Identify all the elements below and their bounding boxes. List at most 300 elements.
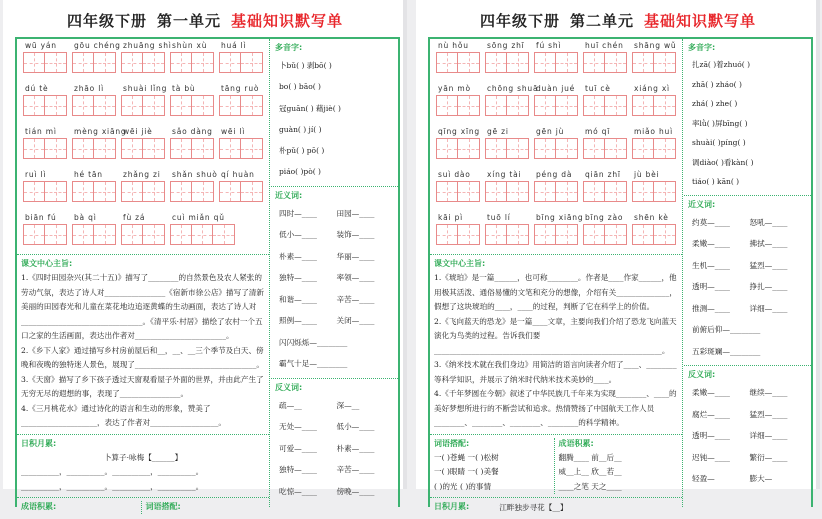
idiom-line[interactable]: 威__上__ 欣__若__: [558, 467, 622, 476]
tianzige-cell[interactable]: [654, 53, 675, 72]
collocation-line[interactable]: ( )的光 ( )的事情: [434, 481, 492, 491]
tianzige-cell[interactable]: [192, 139, 213, 158]
word-blank[interactable]: 辛苦—____: [336, 465, 375, 475]
page-title: [416, 10, 820, 31]
word-blank[interactable]: 傍晚—____: [336, 486, 375, 496]
character-box[interactable]: [170, 224, 235, 245]
tianzige-cell[interactable]: [458, 53, 479, 72]
left-column: [430, 39, 683, 512]
tianzige-cell[interactable]: [437, 182, 458, 201]
tianzige-cell[interactable]: [94, 139, 115, 158]
antonym-section: [271, 378, 398, 506]
synonym-section: [271, 186, 398, 378]
word-blank[interactable]: 推测—____: [692, 303, 730, 313]
tianzige-cell[interactable]: [94, 53, 115, 72]
pinyin-label: wū yán: [25, 41, 57, 50]
word-blank[interactable]: 和谐—____: [279, 294, 317, 304]
tianzige-cell[interactable]: [143, 225, 164, 244]
character-box[interactable]: [23, 138, 67, 159]
word-blank[interactable]: 详细—____: [749, 431, 788, 440]
pinyin-label: tuō lí: [487, 213, 511, 222]
pinyin-row: [17, 211, 269, 254]
word-blank[interactable]: 独特—____: [279, 465, 317, 475]
character-box[interactable]: [436, 224, 480, 245]
synonym-row: [688, 212, 807, 234]
word-blank[interactable]: 挣扎—____: [749, 282, 788, 291]
polyphone-line[interactable]: 率lǜ( )屏bīng( ): [692, 118, 748, 128]
tianzige-cell[interactable]: [437, 53, 458, 72]
collocation-line[interactable]: 一( )眼睛 一( )美餐: [434, 467, 499, 476]
word-blank[interactable]: 装饰—____: [336, 230, 375, 240]
word-blank[interactable]: 柔嫩—____: [692, 239, 730, 248]
poem-line-2[interactable]: __________，__________。__________，__________。: [21, 481, 204, 491]
bottom-sections: [430, 434, 682, 498]
tianzige-cell[interactable]: [458, 182, 479, 201]
tianzige-cell[interactable]: [45, 96, 66, 115]
tianzige-cell[interactable]: [45, 53, 66, 72]
tianzige-cell[interactable]: [654, 139, 675, 158]
pinyin-row: [430, 82, 682, 125]
polyphone-line[interactable]: 冠guān( ) 藉jiè( ): [279, 103, 341, 113]
tianzige-cell[interactable]: [122, 96, 143, 115]
word-blank[interactable]: 关闭—____: [336, 316, 375, 326]
synonym-wide[interactable]: 霸气十足—________: [279, 359, 348, 369]
antonym-row: [688, 468, 807, 490]
tianzige-cell[interactable]: [584, 53, 605, 72]
antonym-section: [684, 365, 811, 493]
polyphone-line[interactable]: guàn( ) jí( ): [279, 124, 322, 134]
word-blank[interactable]: 猛烈—____: [749, 409, 788, 419]
word-blank[interactable]: 可爱—____: [279, 443, 317, 453]
word-blank[interactable]: 轻盈—: [692, 474, 715, 483]
tianzige-cell[interactable]: [94, 182, 115, 201]
word-blank[interactable]: 透明—____: [692, 431, 730, 440]
pinyin-row: [430, 168, 682, 211]
tianzige-cell[interactable]: [535, 182, 556, 201]
character-box[interactable]: [72, 181, 116, 202]
word-blank[interactable]: 低小—____: [279, 230, 317, 240]
character-box[interactable]: [436, 181, 480, 202]
page-title: [3, 10, 407, 31]
word-blank[interactable]: 低小—____: [336, 422, 375, 432]
pinyin-label: suì dào: [438, 170, 471, 179]
idiom-line[interactable]: ____之笔 天之____: [558, 481, 622, 491]
tianzige-cell[interactable]: [171, 225, 192, 244]
tianzige-cell[interactable]: [507, 225, 528, 244]
tianzige-cell[interactable]: [73, 182, 94, 201]
tianzige-cell[interactable]: [220, 139, 241, 158]
character-box[interactable]: [219, 181, 263, 202]
tianzige-cell[interactable]: [192, 96, 213, 115]
tianzige-cell[interactable]: [45, 225, 66, 244]
pinyin-label: dú tè: [25, 84, 49, 93]
character-box[interactable]: [632, 181, 676, 202]
tianzige-cell[interactable]: [486, 53, 507, 72]
tianzige-cell[interactable]: [73, 96, 94, 115]
character-box[interactable]: [23, 181, 67, 202]
character-box[interactable]: [219, 138, 263, 159]
tianzige-cell[interactable]: [458, 139, 479, 158]
pinyin-label: shùn xù: [172, 41, 208, 50]
tianzige-cell[interactable]: [458, 225, 479, 244]
worksheet-page-unit-2: [416, 0, 820, 512]
synonym-row: [275, 289, 394, 311]
pinyin-label: sǎo dàng: [172, 127, 213, 136]
word-blank[interactable]: 田园—____: [336, 208, 375, 218]
tianzige-cell[interactable]: [45, 139, 66, 158]
poem-line-1[interactable]: __________，__________。__________，__________。: [21, 467, 204, 476]
character-box[interactable]: [72, 95, 116, 116]
right-column: [271, 39, 398, 507]
tianzige-cell[interactable]: [556, 182, 577, 201]
pinyin-writing-grid: [17, 39, 269, 254]
word-blank[interactable]: 猛烈—____: [749, 260, 788, 270]
synonym-row: [688, 255, 807, 277]
tianzige-cell[interactable]: [584, 225, 605, 244]
word-blank[interactable]: 迟钝—____: [692, 452, 730, 462]
tianzige-cell[interactable]: [535, 53, 556, 72]
character-box[interactable]: [121, 52, 165, 73]
word-blank[interactable]: 疏—__: [279, 400, 302, 410]
tianzige-cell[interactable]: [507, 53, 528, 72]
theme-item-3[interactable]: 3.《天窗》描写了乡下孩子透过天窗观看屋子外面的世界，并由此产生了无穷无尽的遐想的事，表现了________________。: [21, 374, 264, 398]
tianzige-cell[interactable]: [535, 139, 556, 158]
center-theme-heading: 课文中心主旨:: [21, 259, 73, 268]
tianzige-cell[interactable]: [171, 139, 192, 158]
theme-item-1[interactable]: 1.《四时田园杂兴(其二十五)》描写了________的自然景色及农人紧张的劳动气氛，表达了诗人对________________《宿新市徐公店》描写了清新美丽的田园春光和儿童在菜花地边追逐黄蝶的生动画面，表达了诗人对________________________________。《清平乐·村居》描绘了农村一个五口之家的生活画面，表达出作者对________________________。: [21, 273, 264, 340]
accumulate-section: [17, 434, 269, 498]
word-blank[interactable]: 腐烂—____: [692, 409, 730, 419]
theme-item-1[interactable]: 1.《琥珀》是一篇______，也可称________。作者是____作家______，他用极其活泼、通俗易懂的文笔和充分的想像，介绍有关______________，假想了这块琥珀的____，____的过程，判断了它在科学上的价值。: [434, 273, 677, 311]
tianzige-cell[interactable]: [94, 96, 115, 115]
character-box[interactable]: [583, 95, 627, 116]
character-box[interactable]: [583, 138, 627, 159]
pinyin-label: kāi pì: [438, 213, 464, 222]
pinyin-label: fù zá: [123, 213, 146, 222]
tianzige-cell[interactable]: [486, 182, 507, 201]
tianzige-cell[interactable]: [486, 139, 507, 158]
polyphone-line[interactable]: piáo( )pò( ): [279, 167, 321, 177]
synonym-row: [688, 276, 807, 298]
character-box[interactable]: [219, 52, 263, 73]
polyphone-line[interactable]: 扎zā( )着zhuó( ): [692, 60, 751, 69]
word-blank[interactable]: 朴素—____: [336, 443, 375, 453]
word-blank[interactable]: 拂拭—____: [749, 239, 788, 248]
word-blank[interactable]: 详细—____: [749, 303, 788, 313]
character-box[interactable]: [485, 181, 529, 202]
pinyin-label: shāng wǔ: [634, 41, 677, 50]
pinyin-label: gē zi: [487, 127, 509, 136]
character-box[interactable]: [219, 95, 263, 116]
pinyin-row: [17, 82, 269, 125]
tianzige-cell[interactable]: [556, 53, 577, 72]
tianzige-cell[interactable]: [437, 139, 458, 158]
theme-item-2[interactable]: 2.《乡下人家》通过描写乡村房前屋后和__，__、__三个季节及白天、傍晚和夜晚的独特迷人景色，展现了________________________________。: [21, 345, 264, 369]
word-blank[interactable]: 约莫—____: [692, 217, 730, 227]
page-scrollbar[interactable]: [816, 0, 820, 489]
tianzige-cell[interactable]: [143, 139, 164, 158]
tianzige-cell[interactable]: [605, 139, 626, 158]
tianzige-cell[interactable]: [458, 96, 479, 115]
tianzige-cell[interactable]: [633, 139, 654, 158]
polyphone-line[interactable]: 调diào( )看kàn( ): [692, 157, 754, 167]
character-box[interactable]: [170, 52, 214, 73]
tianzige-cell[interactable]: [633, 96, 654, 115]
character-box[interactable]: [632, 138, 676, 159]
character-box[interactable]: [534, 95, 578, 116]
tianzige-cell[interactable]: [143, 182, 164, 201]
word-blank[interactable]: 照例—____: [279, 316, 317, 326]
character-box[interactable]: [436, 95, 480, 116]
tianzige-cell[interactable]: [556, 96, 577, 115]
character-box[interactable]: [632, 95, 676, 116]
antonym-row: [688, 404, 807, 426]
polyphone-line[interactable]: tiáo( ) kān( ): [692, 177, 740, 186]
character-box[interactable]: [583, 224, 627, 245]
tianzige-cell[interactable]: [241, 139, 262, 158]
accumulate-section: [430, 497, 682, 519]
synonym-row: [275, 310, 394, 332]
tianzige-cell[interactable]: [437, 96, 458, 115]
tianzige-cell[interactable]: [143, 96, 164, 115]
word-blank[interactable]: 辛苦—____: [336, 294, 375, 304]
tianzige-cell[interactable]: [24, 96, 45, 115]
character-box[interactable]: [121, 224, 165, 245]
theme-item-4[interactable]: 4.《三月桃花水》通过诗化的语言和生动的形象，赞美了____________________，表达了作者对__________________。: [21, 403, 227, 427]
pinyin-label: qí huàn: [221, 170, 255, 179]
word-blank[interactable]: 四时—____: [279, 208, 317, 218]
pinyin-label: zhuāng shì: [123, 41, 172, 50]
title-unit: 第二单元: [569, 12, 634, 30]
word-blank[interactable]: 柔嫩—____: [692, 388, 730, 397]
word-blank[interactable]: 独特—____: [279, 273, 317, 283]
idiom-line[interactable]: 翻腾____ 前__后__: [558, 452, 622, 462]
word-blank[interactable]: 吃惊—____: [279, 486, 317, 496]
tianzige-cell[interactable]: [535, 225, 556, 244]
tianzige-cell[interactable]: [535, 96, 556, 115]
pinyin-label: bà qì: [74, 213, 97, 222]
tianzige-cell[interactable]: [507, 96, 528, 115]
theme-item-4[interactable]: 4.《千年梦圆在今朝》叙述了中华民族几千年来为实现________、____的美好梦想所进行的不断尝试和追求。热情赞扬了中国航天工作人员________、________、________、________的科学精神。: [434, 389, 677, 427]
tianzige-cell[interactable]: [220, 182, 241, 201]
tianzige-cell[interactable]: [486, 96, 507, 115]
polyphone-line[interactable]: zhā( ) zháo( ): [692, 79, 742, 89]
polyphone-line[interactable]: bo( ) bāo( ): [279, 82, 321, 92]
polyphone-line[interactable]: zhá( ) zhe( ): [692, 99, 738, 108]
character-box[interactable]: [170, 181, 214, 202]
tianzige-cell[interactable]: [437, 225, 458, 244]
character-box[interactable]: [485, 52, 529, 73]
character-box[interactable]: [583, 181, 627, 202]
worksheet-frame: [428, 37, 813, 512]
tianzige-cell[interactable]: [584, 182, 605, 201]
synonym-row: [688, 298, 807, 320]
tianzige-cell[interactable]: [122, 139, 143, 158]
antonym-row: [275, 459, 394, 481]
character-box[interactable]: [436, 138, 480, 159]
character-box[interactable]: [534, 181, 578, 202]
tianzige-cell[interactable]: [241, 53, 262, 72]
word-blank[interactable]: 朴素—____: [279, 251, 317, 261]
tianzige-cell[interactable]: [654, 225, 675, 244]
pinyin-writing-grid: [430, 39, 682, 254]
worksheet-frame: [15, 37, 400, 511]
title-subject: 基础知识默写单: [644, 12, 757, 30]
word-blank[interactable]: 透明—____: [692, 282, 730, 291]
tianzige-cell[interactable]: [605, 225, 626, 244]
word-blank[interactable]: 生机—____: [692, 260, 730, 270]
character-box[interactable]: [121, 181, 165, 202]
tianzige-cell[interactable]: [633, 225, 654, 244]
tianzige-cell[interactable]: [486, 225, 507, 244]
center-theme-section: [430, 254, 682, 434]
character-box[interactable]: [121, 95, 165, 116]
synonym-row: [688, 233, 807, 255]
tianzige-cell[interactable]: [241, 182, 262, 201]
tianzige-cell[interactable]: [633, 182, 654, 201]
word-blank[interactable]: 怒吼—____: [749, 217, 788, 227]
pinyin-row: [17, 125, 269, 168]
theme-item-2[interactable]: 2.《飞向蓝天的恐龙》是一篇____文章，主要向我们介绍了恐龙飞向蓝天演化为鸟类的过程。告诉我们要____________________________________________________________。: [434, 316, 677, 355]
poem-title: 江畔独步寻花【__】: [499, 503, 568, 512]
tianzige-cell[interactable]: [556, 225, 577, 244]
pinyin-label: wēi lì: [221, 127, 246, 136]
theme-item-3[interactable]: 3.《纳米技术就在我们身边》用简洁的语言向读者介绍了____、________等科学知识，并展示了纳米时代纳米技术美妙的____。: [434, 360, 677, 384]
tianzige-cell[interactable]: [556, 139, 577, 158]
tianzige-cell[interactable]: [73, 139, 94, 158]
tianzige-cell[interactable]: [654, 96, 675, 115]
pinyin-row: [430, 39, 682, 82]
pinyin-label: bīng xiāng: [536, 213, 584, 222]
tianzige-cell[interactable]: [171, 96, 192, 115]
center-theme-heading: 课文中心主旨:: [434, 259, 486, 268]
character-box[interactable]: [23, 95, 67, 116]
character-box[interactable]: [583, 52, 627, 73]
pinyin-row: [17, 168, 269, 211]
synonym-wide[interactable]: 闪闪烁烁—________: [279, 337, 348, 347]
tianzige-cell[interactable]: [605, 96, 626, 115]
character-box[interactable]: [121, 138, 165, 159]
bottom-sections: [17, 497, 269, 517]
tianzige-cell[interactable]: [213, 225, 234, 244]
tianzige-cell[interactable]: [143, 53, 164, 72]
character-box[interactable]: [534, 138, 578, 159]
pinyin-label: wēi jiè: [123, 127, 153, 136]
pinyin-label: zhāo lì: [74, 84, 105, 93]
tianzige-cell[interactable]: [584, 139, 605, 158]
tianzige-cell[interactable]: [220, 53, 241, 72]
tianzige-cell[interactable]: [122, 53, 143, 72]
character-box[interactable]: [485, 95, 529, 116]
tianzige-cell[interactable]: [241, 96, 262, 115]
character-box[interactable]: [23, 52, 67, 73]
character-box[interactable]: [170, 95, 214, 116]
word-blank[interactable]: 华丽—____: [336, 251, 375, 261]
polyphone-section: [271, 39, 398, 186]
character-box[interactable]: [632, 52, 676, 73]
tianzige-cell[interactable]: [605, 53, 626, 72]
pinyin-label: chōng shuā: [487, 84, 539, 93]
character-box[interactable]: [632, 224, 676, 245]
tianzige-cell[interactable]: [171, 182, 192, 201]
collocation-line[interactable]: 一( )苍蝇 一( )松树: [434, 452, 499, 462]
worksheet-page-unit-1: [3, 0, 407, 511]
word-blank[interactable]: 继续—____: [749, 388, 788, 397]
pinyin-label: mó qī: [585, 127, 611, 136]
page-scrollbar[interactable]: [403, 0, 407, 489]
character-box[interactable]: [534, 224, 578, 245]
polyphone-line[interactable]: 朴pǔ( ) pō( ): [279, 146, 325, 156]
character-box[interactable]: [72, 224, 116, 245]
tianzige-cell[interactable]: [220, 96, 241, 115]
pinyin-label: yān mò: [438, 84, 471, 93]
tianzige-cell[interactable]: [122, 225, 143, 244]
polyphone-line[interactable]: 卜bǔ( ) 剥bō( ): [279, 61, 332, 70]
tianzige-cell[interactable]: [171, 53, 192, 72]
tianzige-cell[interactable]: [507, 139, 528, 158]
antonym-row: [275, 481, 394, 503]
tianzige-cell[interactable]: [24, 53, 45, 72]
tianzige-cell[interactable]: [24, 139, 45, 158]
polyphone-section: [684, 39, 811, 195]
pinyin-label: biān fú: [25, 213, 57, 222]
pinyin-label: mèng xiāng: [74, 127, 127, 136]
synonym-wide[interactable]: 前俯后仰—________: [692, 325, 761, 334]
character-box[interactable]: [436, 52, 480, 73]
synonym-section: [684, 195, 811, 366]
pinyin-label: shǎn shuò: [172, 170, 218, 179]
tianzige-cell[interactable]: [584, 96, 605, 115]
tianzige-cell[interactable]: [73, 225, 94, 244]
tianzige-cell[interactable]: [633, 53, 654, 72]
pinyin-label: tián mì: [25, 127, 57, 136]
tianzige-cell[interactable]: [192, 53, 213, 72]
tianzige-cell[interactable]: [192, 182, 213, 201]
character-box[interactable]: [485, 138, 529, 159]
tianzige-cell[interactable]: [94, 225, 115, 244]
tianzige-cell[interactable]: [24, 182, 45, 201]
tianzige-cell[interactable]: [507, 182, 528, 201]
pinyin-row: [430, 125, 682, 168]
antonym-row: [275, 438, 394, 460]
pinyin-label: tuī cè: [585, 84, 611, 93]
character-box[interactable]: [23, 224, 67, 245]
tianzige-cell[interactable]: [73, 53, 94, 72]
tianzige-cell[interactable]: [605, 182, 626, 201]
character-box[interactable]: [72, 138, 116, 159]
tianzige-cell[interactable]: [24, 225, 45, 244]
word-blank[interactable]: 率领—____: [336, 273, 375, 283]
polyphone-line[interactable]: shuài( )píng( ): [692, 138, 746, 147]
word-blank[interactable]: 深—__: [336, 400, 360, 410]
character-box[interactable]: [485, 224, 529, 245]
pinyin-label: péng dà: [536, 170, 573, 179]
word-blank[interactable]: 繁衍—____: [749, 452, 788, 462]
pinyin-label: huī chén: [585, 41, 624, 50]
tianzige-cell[interactable]: [122, 182, 143, 201]
tianzige-cell[interactable]: [45, 182, 66, 201]
tianzige-cell[interactable]: [192, 225, 213, 244]
character-box[interactable]: [534, 52, 578, 73]
synonym-wide[interactable]: 五彩斑斓—________: [692, 346, 761, 356]
word-blank[interactable]: 无处—____: [279, 422, 317, 432]
word-blank[interactable]: 膨大—: [749, 474, 773, 483]
character-box[interactable]: [170, 138, 214, 159]
pinyin-label: xíng tài: [487, 170, 522, 179]
antonym-row: [688, 447, 807, 469]
character-box[interactable]: [72, 52, 116, 73]
tianzige-cell[interactable]: [654, 182, 675, 201]
